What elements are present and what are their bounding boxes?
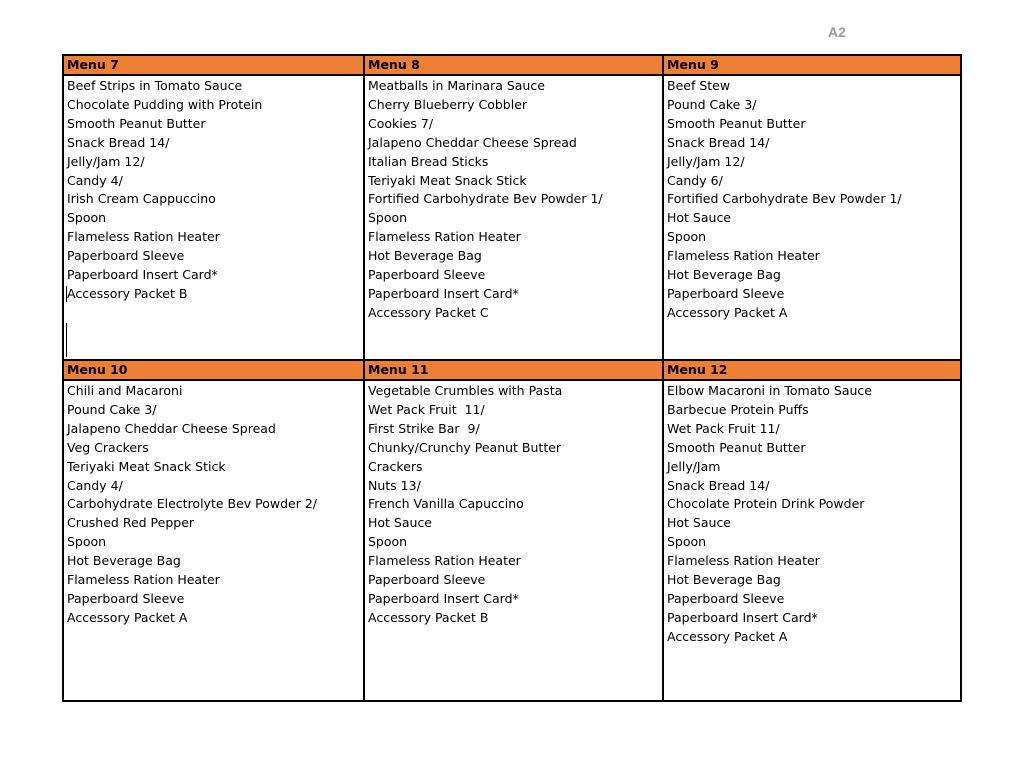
menu-7-header: Menu 7 — [64, 56, 363, 76]
column-divider-1 — [363, 56, 365, 700]
menu-item: Paperboard Sleeve — [368, 572, 486, 588]
menu-item: Flameless Ration Heater — [67, 229, 220, 245]
menu-item: Elbow Macaroni in Tomato Sauce — [667, 383, 872, 398]
menu-item: Hot Beverage Bag — [67, 553, 181, 569]
menu-item: Smooth Peanut Butter — [67, 115, 206, 131]
menu-item: Teriyaki Meat Snack Stick — [368, 172, 527, 188]
menu-9-items — [664, 76, 960, 323]
menu-item: Cherry Blueberry Cobbler — [368, 96, 528, 112]
menu-item: Flameless Ration Heater — [667, 553, 820, 569]
menu-item: Accessory Packet A — [667, 304, 788, 320]
menu-item: Accessory Packet A — [667, 628, 788, 644]
menu-item: Paperboard Sleeve — [667, 285, 785, 301]
menu-item: Accessory Packet A — [67, 609, 188, 625]
menu-item: Barbecue Protein Puffs — [667, 401, 809, 417]
menu-item: Paperboard Sleeve — [67, 248, 185, 264]
menu-item: Snack Bread 14/ — [67, 134, 170, 150]
menu-item: Chunky/Crunchy Peanut Butter — [368, 439, 562, 455]
menu-item: Spoon — [368, 210, 408, 226]
menu-block-11 — [365, 361, 662, 700]
menu-item: Paperboard Insert Card* — [368, 590, 519, 606]
menu-item: Paperboard Sleeve — [667, 590, 785, 606]
menu-item: Paperboard Insert Card* — [368, 285, 519, 301]
menu-item: Hot Beverage Bag — [667, 267, 781, 283]
menu-item: Paperboard Sleeve — [368, 267, 486, 283]
menu-item: Candy 4/ — [67, 477, 123, 493]
menu-item: Candy 4/ — [67, 172, 123, 188]
menu-12-header: Menu 12 — [664, 361, 960, 381]
menu-7-items — [64, 76, 363, 304]
menu-block-9 — [664, 56, 960, 359]
menu-item: Carbohydrate Electrolyte Bev Powder 2/ — [67, 496, 318, 512]
menu-item: Jelly/Jam 12/ — [667, 153, 745, 169]
menu-item: Hot Beverage Bag — [667, 572, 781, 588]
column-divider-2 — [662, 56, 664, 700]
menu-item: Chocolate Protein Drink Powder — [667, 496, 865, 512]
menu-item: Jelly/Jam 12/ — [67, 153, 145, 169]
menu-item: Beef Strips in Tomato Sauce — [67, 78, 243, 93]
menu-item: Beef Stew — [667, 78, 731, 93]
menu-item: Chili and Macaroni — [67, 383, 183, 398]
menu-12-items — [664, 381, 960, 647]
menu-item: Flameless Ration Heater — [368, 553, 521, 569]
menu-item: Jelly/Jam — [667, 458, 721, 474]
menu-block-7 — [64, 56, 363, 359]
menu-item: Meatballs in Marinara Sauce — [368, 78, 545, 93]
menu-item: Snack Bread 14/ — [667, 477, 770, 493]
menu-item: Paperboard Insert Card* — [667, 609, 818, 625]
menu-item: Accessory Packet C — [368, 304, 489, 320]
menu-8-header: Menu 8 — [365, 56, 662, 76]
menu-10-header: Menu 10 — [64, 361, 363, 381]
menu-item: Hot Sauce — [667, 515, 732, 531]
menu-item: Wet Pack Fruit 11/ — [368, 401, 485, 417]
menu-9-header: Menu 9 — [664, 56, 960, 76]
menu-item: Flameless Ration Heater — [667, 248, 820, 264]
stray-border-mark — [66, 286, 67, 302]
menu-item: Snack Bread 14/ — [667, 134, 770, 150]
menu-item: Paperboard Insert Card* — [67, 267, 218, 283]
menu-item: Candy 6/ — [667, 172, 723, 188]
menu-item: Hot Sauce — [368, 515, 433, 531]
menu-item: Spoon — [368, 534, 408, 550]
page-label: A2 — [828, 24, 846, 40]
menu-item: Smooth Peanut Butter — [667, 439, 806, 455]
menu-item: Accessory Packet B — [368, 609, 489, 625]
menu-item: Jalapeno Cheddar Cheese Spread — [67, 420, 276, 436]
menu-item: Paperboard Sleeve — [67, 590, 185, 606]
menu-10-items — [64, 381, 363, 628]
menu-item: Spoon — [667, 534, 707, 550]
menu-item: Cookies 7/ — [368, 115, 434, 131]
menu-block-8 — [365, 56, 662, 359]
menu-item: Jalapeno Cheddar Cheese Spread — [368, 134, 577, 150]
menu-item: Veg Crackers — [67, 439, 149, 455]
menu-11-header: Menu 11 — [365, 361, 662, 381]
menu-table — [62, 54, 962, 702]
menu-item: French Vanilla Capuccino — [368, 496, 524, 512]
menu-item: Vegetable Crumbles with Pasta — [368, 383, 563, 398]
menu-item: Chocolate Pudding with Protein — [67, 96, 263, 112]
menu-item: Pound Cake 3/ — [667, 96, 757, 112]
stray-border-mark — [66, 323, 67, 357]
menu-item: Crackers — [368, 458, 423, 474]
menu-item: Spoon — [667, 229, 707, 245]
menu-item: Spoon — [67, 210, 107, 226]
menu-block-10 — [64, 361, 363, 700]
menu-block-12 — [664, 361, 960, 700]
menu-item: Fortified Carbohydrate Bev Powder 1/ — [667, 191, 902, 207]
menu-item: Spoon — [67, 534, 107, 550]
menu-item: Hot Beverage Bag — [368, 248, 482, 264]
menu-item: First Strike Bar 9/ — [368, 420, 480, 436]
menu-item: Flameless Ration Heater — [368, 229, 521, 245]
menu-item: Wet Pack Fruit 11/ — [667, 420, 780, 436]
menu-item: Fortified Carbohydrate Bev Powder 1/ — [368, 191, 603, 207]
menu-item: Pound Cake 3/ — [67, 401, 157, 417]
menu-item: Hot Sauce — [667, 210, 732, 226]
menu-item: Nuts 13/ — [368, 477, 421, 493]
menu-11-items — [365, 381, 662, 628]
menu-item: Irish Cream Cappuccino — [67, 191, 216, 207]
menu-item: Accessory Packet B — [67, 285, 188, 301]
menu-item: Italian Bread Sticks — [368, 153, 489, 169]
menu-item: Smooth Peanut Butter — [667, 115, 806, 131]
menu-8-items — [365, 76, 662, 323]
menu-item: Crushed Red Pepper — [67, 515, 195, 531]
menu-item: Teriyaki Meat Snack Stick — [67, 458, 226, 474]
menu-item: Flameless Ration Heater — [67, 572, 220, 588]
